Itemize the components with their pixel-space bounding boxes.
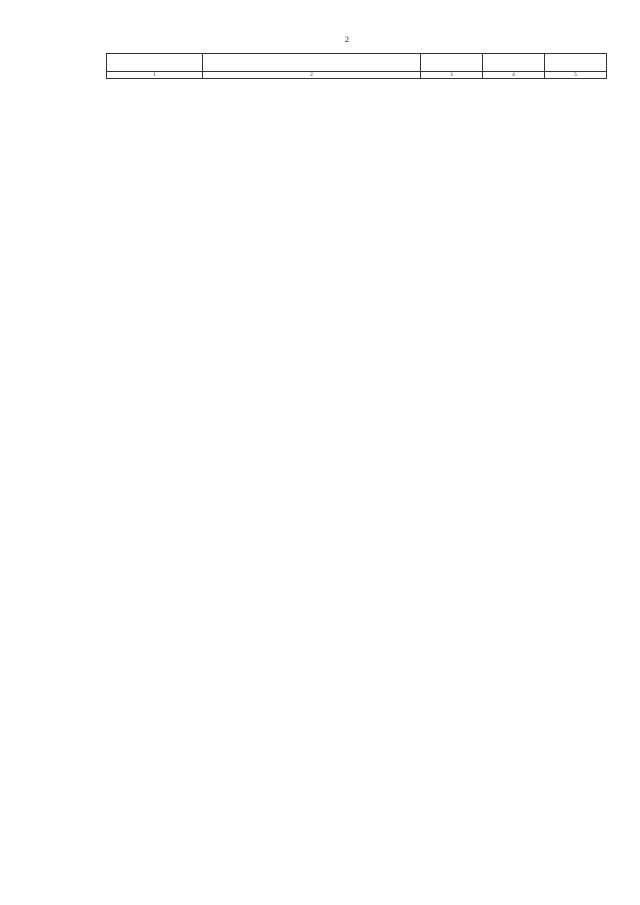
page-number: 2 <box>345 35 349 44</box>
revenue-forecast-table <box>106 53 607 79</box>
column-number-5: 5 <box>545 72 607 79</box>
header-2019 <box>483 54 545 72</box>
header-2018 <box>421 54 483 72</box>
header-code <box>107 54 203 72</box>
column-number-4: 4 <box>483 72 545 79</box>
header-name <box>203 54 421 72</box>
column-number-1: 1 <box>107 72 203 79</box>
column-number-3: 3 <box>421 72 483 79</box>
header-2020 <box>545 54 607 72</box>
column-number-2: 2 <box>203 72 421 79</box>
